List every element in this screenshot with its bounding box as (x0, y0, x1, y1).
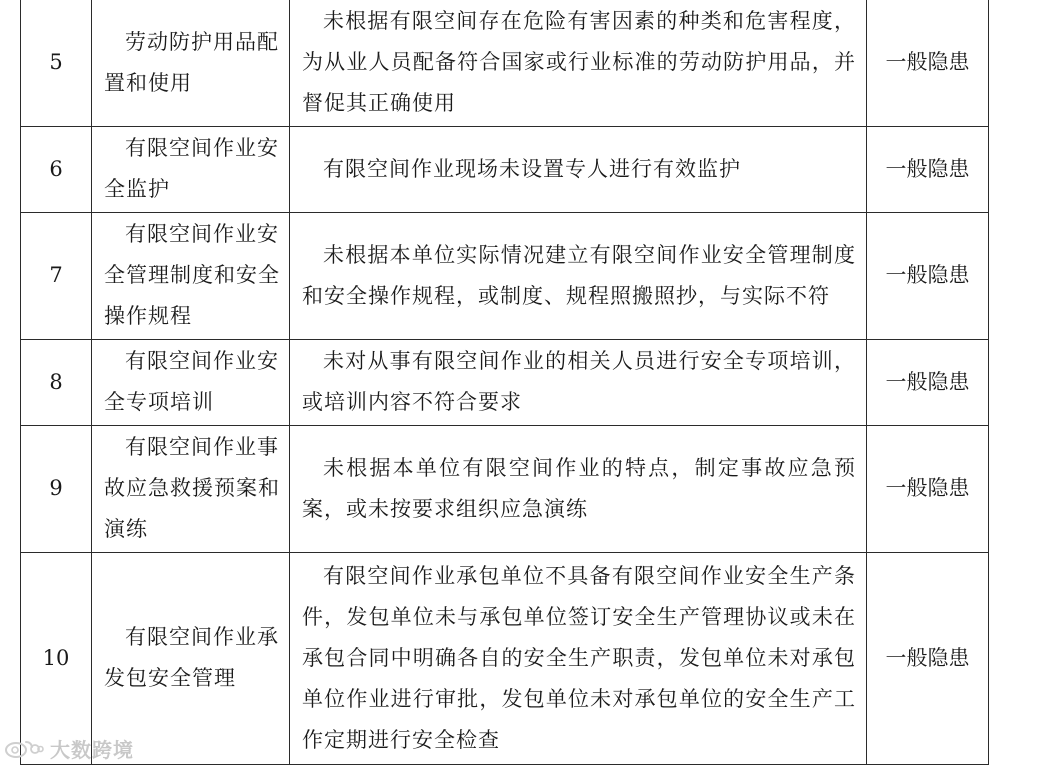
weibo-logo-icon (4, 736, 44, 760)
table-row (21, 212, 989, 339)
hazard-description: 有限空间作业现场未设置专人进行有效监护 (290, 126, 867, 212)
hazard-description: 未根据有限空间存在危险有害因素的种类和危害程度，为从业人员配备符合国家或行业标准的劳动防护用品，并督促其正确使用 (290, 0, 867, 126)
hazard-table (20, 0, 989, 765)
row-number: 10 (21, 552, 92, 764)
hazard-description: 未根据本单位有限空间作业的特点，制定事故应急预案，或未按要求组织应急演练 (290, 425, 867, 552)
hazard-description: 未根据本单位实际情况建立有限空间作业安全管理制度和安全操作规程，或制度、规程照搬照抄，与实际不符 (290, 212, 867, 339)
watermark-text: 大数跨境 (50, 739, 134, 762)
check-item: 有限空间作业事故应急救援预案和演练 (92, 425, 290, 552)
row-number: 6 (21, 126, 92, 212)
document-page (20, 0, 988, 765)
check-item: 有限空间作业安全专项培训 (92, 339, 290, 425)
hazard-description: 未对从事有限空间作业的相关人员进行安全专项培训，或培训内容不符合要求 (290, 339, 867, 425)
hazard-level: 一般隐患 (867, 0, 989, 126)
hazard-level: 一般隐患 (867, 212, 989, 339)
hazard-level: 一般隐患 (867, 126, 989, 212)
row-number: 8 (21, 339, 92, 425)
table-row (21, 339, 989, 425)
table-row (21, 126, 989, 212)
hazard-level: 一般隐患 (867, 339, 989, 425)
row-number: 5 (21, 0, 92, 126)
hazard-level: 一般隐患 (867, 552, 989, 764)
table-row (21, 552, 989, 764)
check-item: 有限空间作业安全管理制度和安全操作规程 (92, 212, 290, 339)
table-row (21, 0, 989, 126)
row-number: 9 (21, 425, 92, 552)
check-item: 有限空间作业安全监护 (92, 126, 290, 212)
check-item: 劳动防护用品配置和使用 (92, 0, 290, 126)
hazard-level: 一般隐患 (867, 425, 989, 552)
watermark (4, 736, 134, 760)
table-row (21, 425, 989, 552)
row-number: 7 (21, 212, 92, 339)
hazard-description: 有限空间作业承包单位不具备有限空间作业安全生产条件，发包单位未与承包单位签订安全生产管理协议或未在承包合同中明确各自的安全生产职责，发包单位未对承包单位作业进行审批，发包单位未对承包单位的安全生产工作定期进行安全检查 (290, 552, 867, 764)
check-item: 有限空间作业承发包安全管理 (92, 552, 290, 764)
